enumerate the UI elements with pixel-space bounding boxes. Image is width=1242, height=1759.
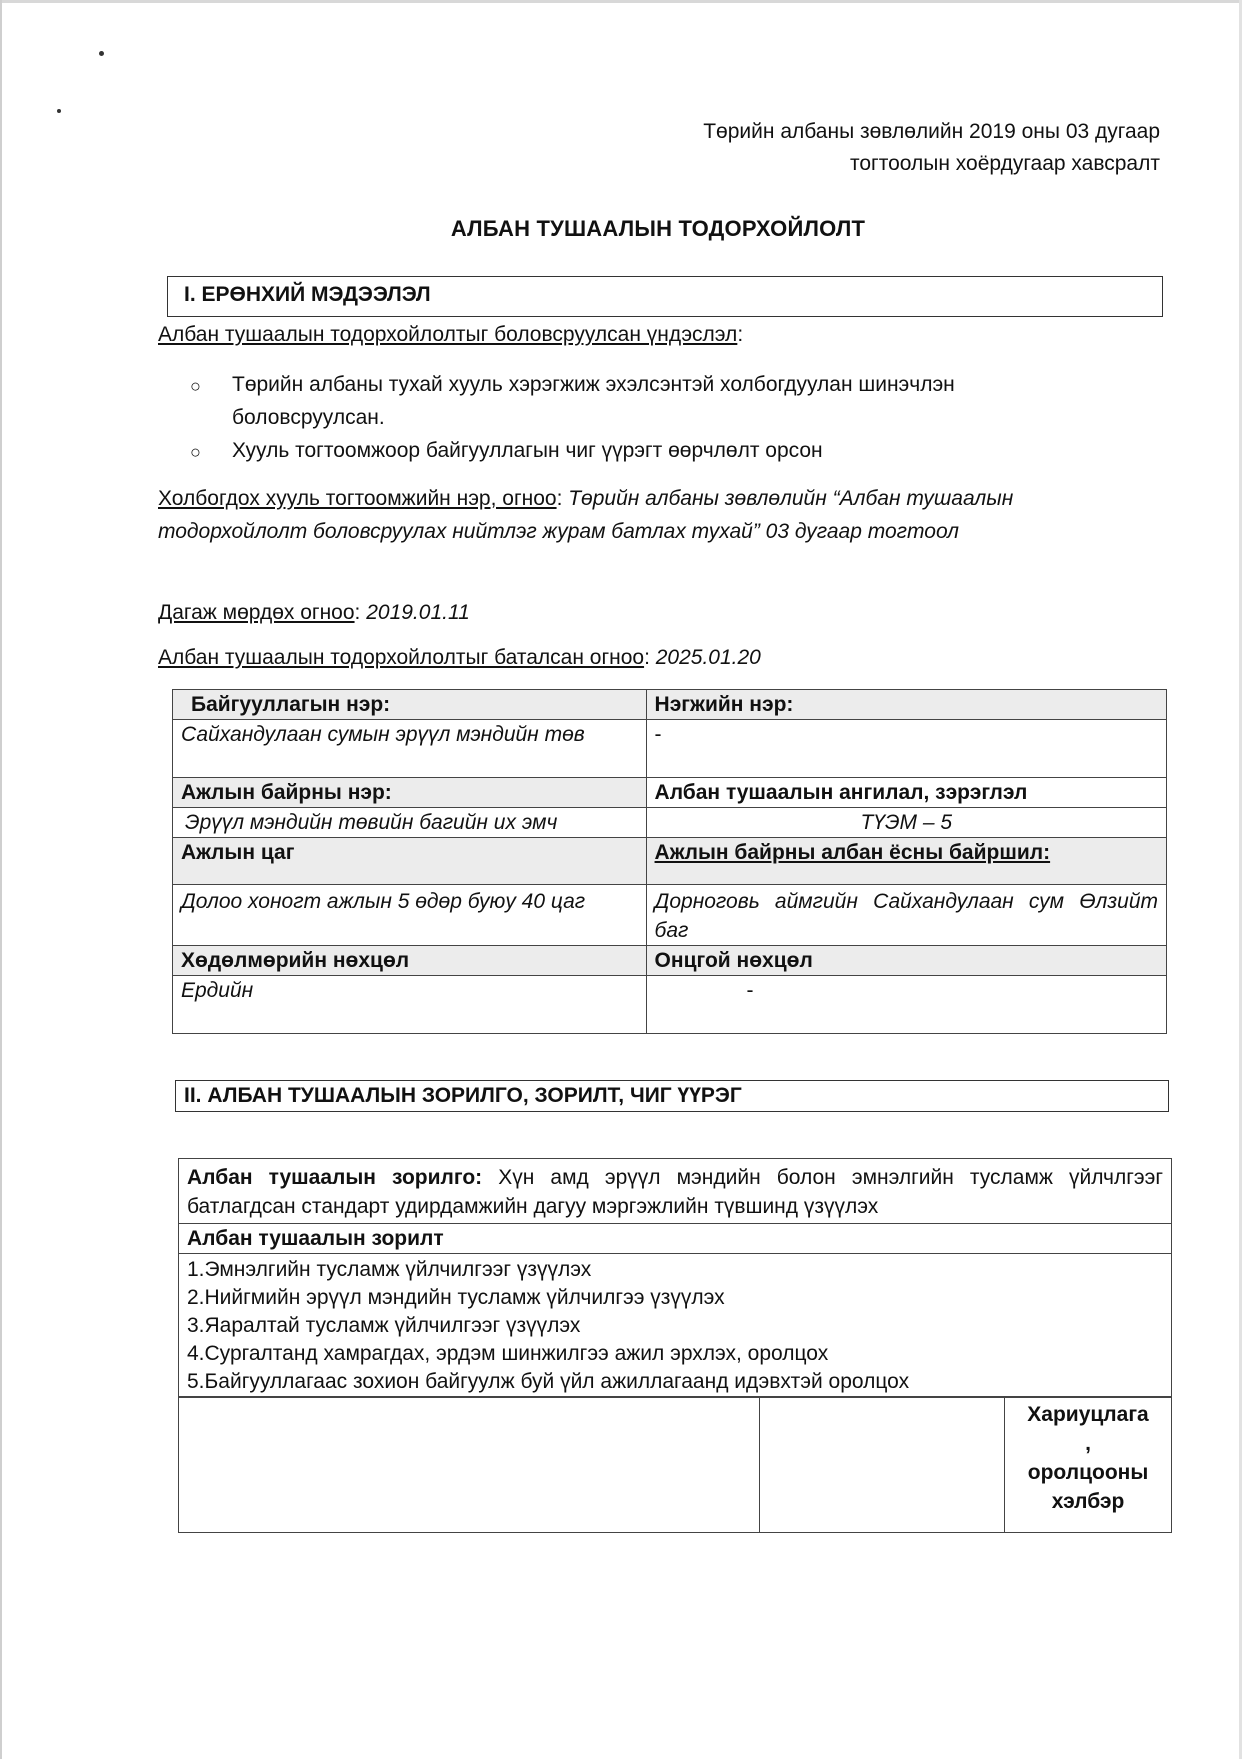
appendix-note-line1: Төрийн албаны зөвлөлийн 2019 оны 03 дугаар (703, 120, 1160, 143)
conditions-value: Ердийн (173, 976, 647, 1034)
task-item: 1.Эмнэлгийн тусламж үйлчилгээг үзүүлэх (187, 1258, 592, 1281)
law-line (158, 482, 1148, 548)
list-item-text: Төрийн албаны тухай хууль хэрэгжиж эхэлсэнтэй холбогдуулан шинэчлэн боловсруулсан. (232, 373, 955, 429)
purpose-table (178, 1158, 1172, 1397)
purpose-value: Хүн амд эрүүл мэндийн болон эмнэлгийн тусламж үйлчлгээг батлагдсан стандарт удирдамжийн дагуу мэргэжлийн түвшинд үзүүлэх (187, 1166, 1163, 1218)
colon: : (737, 323, 744, 346)
effective-label: Дагаж мөрдөх огноо (158, 601, 355, 624)
responsibility-header-line: хэлбэр (1051, 1490, 1125, 1513)
tasks-label: Албан тушаалын зорилт (179, 1224, 1172, 1254)
functions-header-cell-1 (179, 1398, 760, 1533)
basis-list (190, 368, 1090, 469)
unit-value: - (646, 720, 1166, 778)
appendix-note (703, 116, 1160, 180)
section-2-heading: II. АЛБАН ТУШААЛЫН ЗОРИЛГО, ЗОРИЛТ, ЧИГ ҮҮРЭГ (175, 1080, 1169, 1112)
approved-value: 2025.01.20 (655, 646, 761, 669)
approved-label: Албан тушаалын тодорхойлолтыг баталсан огноо (158, 646, 645, 669)
law-value: Төрийн албаны зөвлөлийн “Албан тушаалын тодорхойлолт боловсруулах нийтлэг журам батлах тухай” 03 дугаар тогтоол (158, 487, 1014, 543)
bullet-circle-icon: ○ (190, 376, 201, 396)
org-value: Сайхандулаан сумын эрүүл мэндийн төв (173, 720, 647, 778)
class-value: ТҮЭМ – 5 (646, 808, 1166, 838)
list-item (190, 368, 1090, 434)
task-item: 4.Сургалтанд хамрагдах, эрдэм шинжилгээ ажил эрхлэх, оролцох (187, 1342, 829, 1365)
location-value: Дорноговь аймгийн Сайхандулаан сум Өлзийт баг (646, 885, 1166, 946)
responsibility-header-line: , (1085, 1432, 1091, 1455)
basis-label: Албан тушаалын тодорхойлолтыг боловсруулсан үндэслэл (158, 323, 738, 346)
task-item: 5.Байгууллагаас зохион байгуулж буй үйл ажиллагаанд идэвхтэй оролцох (187, 1370, 910, 1393)
law-label: Холбогдох хууль тогтоомжийн нэр, огноо (158, 487, 557, 510)
position-value: Эрүүл мэндийн төвийн багийн их эмч (173, 808, 647, 838)
task-item: 3.Яаралтай тусламж үйлчилгээг үзүүлэх (187, 1314, 581, 1337)
org-label: Байгууллагын нэр: (173, 690, 647, 720)
tasks-list (179, 1254, 1172, 1397)
functions-header-cell-2 (760, 1398, 1005, 1533)
location-label: Ажлын байрны албан ёсны байршил: (646, 838, 1166, 885)
page-edge (0, 0, 1242, 3)
purpose-cell (179, 1159, 1172, 1224)
colon: : (354, 601, 367, 624)
special-label: Онцгой нөхцөл (646, 946, 1166, 976)
responsibility-header-line: Хариуцлага (1027, 1403, 1149, 1426)
position-label: Ажлын байрны нэр: (173, 778, 647, 808)
hours-value: Долоо хоногт ажлын 5 өдөр буюу 40 цаг (173, 885, 647, 946)
hours-label: Ажлын цаг (173, 838, 647, 885)
basis-line (158, 318, 743, 351)
responsibility-header (1005, 1398, 1172, 1533)
bullet-circle-icon: ○ (190, 442, 201, 462)
appendix-note-line2: тогтоолын хоёрдугаар хавсралт (849, 152, 1160, 175)
purpose-label: Албан тушаалын зорилго: (187, 1166, 483, 1189)
colon: : (556, 487, 569, 510)
scan-speck (99, 51, 104, 56)
list-item (190, 434, 1090, 469)
list-item-text: Хууль тогтоомжоор байгууллагын чиг үүрэгт өөрчлөлт орсон (232, 439, 823, 462)
effective-value: 2019.01.11 (366, 601, 470, 624)
general-info-table (172, 689, 1167, 1034)
special-value: - (646, 976, 1166, 1034)
document-title: АЛБАН ТУШААЛЫН ТОДОРХОЙЛОЛТ (450, 216, 866, 241)
scan-speck (57, 109, 61, 113)
unit-label: Нэгжийн нэр: (646, 690, 1166, 720)
section-1-heading: I. ЕРӨНХИЙ МЭДЭЭЛЭЛ (167, 276, 1163, 317)
page-edge (0, 0, 2, 1759)
approved-line (158, 641, 761, 674)
class-label: Албан тушаалын ангилал, зэрэглэл (646, 778, 1166, 808)
task-item: 2.Нийгмийн эрүүл мэндийн тусламж үйлчилгээ үзүүлэх (187, 1286, 725, 1309)
conditions-label: Хөдөлмөрийн нөхцөл (173, 946, 647, 976)
colon: : (644, 646, 656, 669)
responsibility-header-line: оролцооны (1027, 1461, 1149, 1484)
effective-line (158, 596, 470, 629)
functions-table-header (178, 1397, 1172, 1533)
